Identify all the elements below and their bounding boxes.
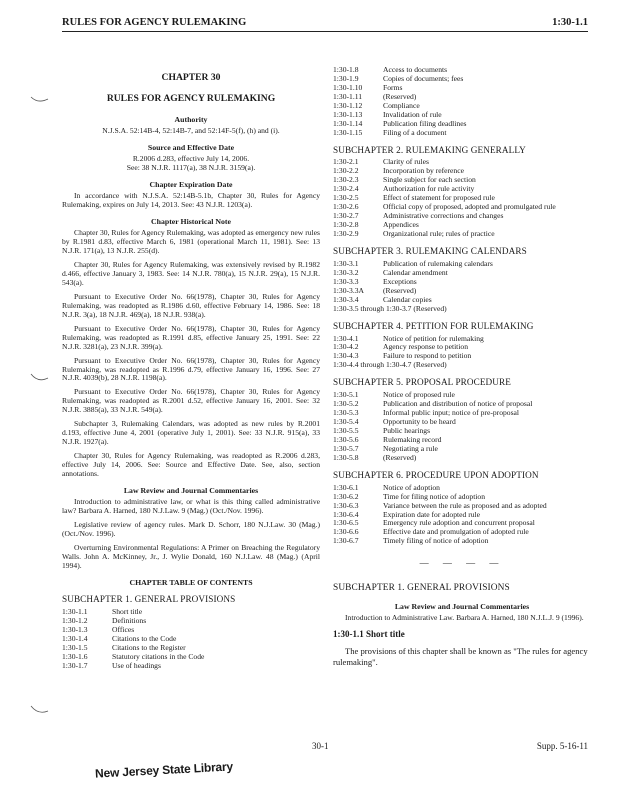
running-header — [62, 12, 588, 28]
toc-entry — [333, 519, 591, 528]
toc-subchapter-title: SUBCHAPTER 1. GENERAL PROVISIONS — [62, 594, 236, 605]
toc-entry-title: Effect of statement for proposed rule — [383, 194, 495, 203]
history-note: Pursuant to Executive Order No. 66(1978), Chapter 30, Rules for Agency Rulemaking, was readopted as R.1986 d.60, effective February 14, 1986. See: 18 N.J.R. 3(a), 18 N.J.R. 469(a), 18 N.J.R. 938(a). — [62, 291, 320, 319]
page-number: 30-1 — [312, 741, 329, 751]
toc-entry-number: 1:30-1.7 — [62, 660, 88, 670]
toc-entry-title: Official copy of proposed, adopted and promulgated rule — [383, 203, 556, 212]
toc-entry — [62, 662, 320, 671]
toc-entry-number: 1:30-6.5 — [333, 518, 359, 528]
toc-entry-number: 1:30-3.2 — [333, 267, 359, 277]
toc-entry-number: 1:30-4.2 — [333, 342, 359, 352]
toc-entry-number: 1:30-3.3 — [333, 276, 359, 286]
toc-entry-title: (Reserved) — [383, 286, 417, 295]
toc-subchapter-title: SUBCHAPTER 5. PROPOSAL PROCEDURE — [333, 377, 511, 388]
body-review-entry: Introduction to Administrative Law. Barbara A. Harned, 180 N.J.L.J. 9 (1996). — [345, 613, 584, 623]
toc-entry-title: Effective date and promulgation of adopted rule — [383, 528, 529, 537]
toc-entry-number: 1:30-1.2 — [62, 615, 88, 625]
section-text: The provisions of this chapter shall be known as "The rules for agency rulemaking". — [333, 645, 588, 667]
history-note: Pursuant to Executive Order No. 66(1978), Chapter 30, Rules for Agency Rulemaking, was readopted as R.1991 d.85, effective January 25, 1991. See: 22 N.J.R. 3281(a), 23 N.J.R. 399(a). — [62, 323, 320, 351]
toc-entry — [62, 608, 320, 617]
margin-mark — [30, 703, 50, 717]
toc-list — [333, 260, 591, 305]
toc-entry — [333, 493, 591, 502]
toc-entry-title: Notice of adoption — [383, 483, 440, 492]
toc-entry-number: 1:30-6.3 — [333, 500, 359, 510]
toc-entry — [333, 212, 591, 221]
header-section-number: 1:30-1.1 — [552, 17, 588, 28]
chapter-number: CHAPTER 30 — [161, 72, 221, 83]
toc-entry-title: Exceptions — [383, 277, 417, 286]
toc-entry — [333, 427, 591, 436]
toc-entry-title: Access to documents — [383, 66, 448, 74]
toc-entry — [333, 203, 591, 212]
source-citation: See: 38 N.J.R. 1117(a), 38 N.J.R. 3159(a). — [126, 162, 256, 172]
margin-mark — [30, 93, 50, 107]
toc-entry-title: Notice of proposed rule — [383, 391, 455, 400]
toc-entry-number: 1:30-2.8 — [333, 220, 359, 230]
history-note: Chapter 30, Rules for Agency Rulemaking, was readopted as R.2006 d.283, effective July 14, 2006. See: Source and Effective Date. See, also, section annotations. — [62, 451, 320, 479]
review-heading: Law Review and Journal Commentaries — [123, 486, 259, 496]
toc-entry-title: Publication of rulemaking calendars — [383, 259, 493, 268]
toc-entry — [333, 502, 591, 511]
toc-subchapter-title: SUBCHAPTER 3. RULEMAKING CALENDARS — [333, 246, 527, 257]
toc-entry-number: 1:30-6.6 — [333, 527, 359, 537]
toc-entry-title: Negotiating a rule — [383, 444, 438, 453]
toc-entry — [333, 120, 591, 129]
toc-entry-number: 1:30-6.4 — [333, 509, 359, 519]
toc-entry — [333, 511, 591, 520]
supplement-date: Supp. 5-16-11 — [536, 741, 588, 751]
toc-entry-number: 1:30-1.5 — [62, 642, 88, 652]
toc-entry-number: 1:30-1.4 — [62, 633, 88, 643]
toc-entry-title: Informal public input; notice of pre-proposal — [383, 409, 520, 418]
toc-entry — [62, 626, 320, 635]
toc-entry-number: 1:30-1.14 — [333, 118, 363, 128]
review-entry: Introduction to administrative law, or what is this thing called administrative law? Barbara A. Harned, 180 N.J.Law. 9 (Mag.) (Oct./Nov. 1996). — [62, 497, 320, 516]
toc-entry — [333, 260, 591, 269]
toc-entry — [333, 221, 591, 230]
toc-entry-title: Publication filing deadlines — [383, 119, 467, 128]
body-review-heading: Law Review and Journal Commentaries — [394, 602, 530, 612]
body-subchapter-title: SUBCHAPTER 1. GENERAL PROVISIONS — [333, 582, 510, 593]
history-note: Subchapter 3, Rulemaking Calendars, was adopted as new rules by R.2001 d.193, effective June 4, 2001 (operative July 1, 2001). See: 33 N.J.R. 915(a), 33 N.J.R. 1927(a). — [62, 419, 320, 447]
toc-list — [333, 158, 591, 239]
toc-entry-title: Short title — [112, 607, 143, 616]
history-note: Pursuant to Executive Order No. 66(1978), Chapter 30, Rules for Agency Rulemaking, was readopted as R.2001 d.52, effective January 16, 2001. See: 32 N.J.R. 3885(a), 33 N.J.R. 549(a). — [62, 387, 320, 415]
toc-entry-number: 1:30-2.1 — [333, 157, 359, 167]
toc-entry-number: 1:30-5.8 — [333, 452, 359, 462]
toc-subchapter-title: SUBCHAPTER 6. PROCEDURE UPON ADOPTION — [333, 469, 539, 480]
toc-entry-title: Appendices — [383, 221, 419, 230]
margin-mark — [30, 371, 50, 385]
toc-entry-title: Incorporation by reference — [383, 167, 464, 176]
toc-entry — [333, 102, 591, 111]
toc-entry — [333, 400, 591, 409]
toc-entry-title: Citations to the Register — [112, 643, 186, 652]
toc-list — [333, 66, 591, 138]
header-title: RULES FOR AGENCY RULEMAKING — [62, 17, 247, 28]
authority-text: N.J.S.A. 52:14B-4, 52:14B-7, and 52:14F-5(f), (h) and (i). — [102, 125, 280, 135]
toc-entry-number: 1:30-2.6 — [333, 202, 359, 212]
toc-entry-number: 1:30-2.7 — [333, 211, 359, 221]
toc-entry-title: Opportunity to be heard — [383, 418, 456, 427]
review-entry: Legislative review of agency rules. Mark D. Schorr, 180 N.J.Law. 30 (Mag.) (Oct./Nov. 1996). — [62, 520, 320, 539]
toc-heading: CHAPTER TABLE OF CONTENTS — [129, 577, 253, 587]
toc-entry — [333, 278, 591, 287]
chapter-title: RULES FOR AGENCY RULEMAKING — [106, 93, 276, 105]
toc-entry-number: 1:30-5.2 — [333, 399, 359, 409]
toc-entry-title: Citations to the Code — [112, 634, 177, 643]
toc-entry-number: 1:30-1.9 — [333, 73, 359, 83]
toc-list — [62, 608, 320, 671]
toc-entry — [333, 484, 591, 493]
expiration-heading: Chapter Expiration Date — [149, 179, 233, 189]
toc-entry — [333, 436, 591, 445]
toc-entry-title: Administrative corrections and changes — [383, 212, 504, 221]
toc-list — [333, 484, 591, 547]
toc-entry-title: Publication and distribution of notice of proposal — [383, 400, 533, 409]
toc-entry-number: 1:30-2.9 — [333, 229, 359, 239]
right-column — [333, 66, 591, 672]
review-entry: Overturning Environmental Regulations: A Primer on Breaching the Regulatory Walls. John A. McKinney, Jr., J. Wylie Donald, 160 N.J.Law. 48 (Mag.) (April 1994). — [62, 543, 320, 570]
library-stamp: New Jersey State Library — [94, 759, 234, 781]
header-rule — [62, 31, 588, 32]
toc-entry-number: 1:30-3.4 — [333, 294, 359, 304]
toc-entry — [333, 409, 591, 418]
toc-entry-title: Clarity of rules — [383, 158, 429, 167]
toc-entry-number: 1:30-5.7 — [333, 443, 359, 453]
toc-entry-title: Organizational rule; rules of practice — [383, 230, 495, 239]
toc-entry-title: Copies of documents; fees — [383, 74, 464, 83]
section-separator: — — — — — [419, 558, 505, 569]
toc-entry — [333, 537, 591, 546]
toc-entry-number: 1:30-1.1 — [62, 606, 88, 616]
toc-entry — [333, 75, 591, 84]
toc-entry-title: Time for filing notice of adoption — [383, 492, 486, 501]
toc-entry-title: Rulemaking record — [383, 435, 442, 444]
toc-entry — [333, 185, 591, 194]
toc-entry-number: 1:30-5.6 — [333, 434, 359, 444]
toc-entry-number: 1:30-1.8 — [333, 65, 359, 74]
toc-entry-number: 1:30-1.3 — [62, 624, 88, 634]
history-note: Chapter 30, Rules for Agency Rulemaking, was adopted as emergency new rules by R.1981 d.83, effective March 6, 1981 (operational March 11, 1981). See: 13 N.J.R. 171(a), 13 N.J.R. 255(d). — [62, 228, 320, 256]
toc-entry-number: 1:30-3.3A — [333, 285, 365, 295]
toc-entry-number: 1:30-5.3 — [333, 408, 359, 418]
toc-entry-number: 1:30-5.4 — [333, 417, 359, 427]
toc-entry-title: Definitions — [112, 616, 147, 625]
toc-entry-number: 1:30-1.13 — [333, 109, 363, 119]
toc-entry — [333, 335, 591, 344]
toc-entry-title: Use of headings — [112, 661, 161, 670]
toc-entry-number: 1:30-3.1 — [333, 258, 359, 268]
toc-entry — [333, 66, 591, 75]
toc-entry-title: Calendar amendment — [383, 268, 448, 277]
toc-entry-number: 1:30-2.4 — [333, 184, 359, 194]
toc-entry-number: 1:30-6.2 — [333, 491, 359, 501]
toc-entry — [333, 167, 591, 176]
history-note: Pursuant to Executive Order No. 66(1978), Chapter 30, Rules for Agency Rulemaking, was readopted as R.1996 d.79, effective January 16, 1996. See: 27 N.J.R. 4039(b), 28 N.J.R. 1198(a). — [62, 355, 320, 383]
toc-entry-number: 1:30-6.7 — [333, 536, 359, 546]
toc-entry-title: Agency response to petition — [383, 343, 468, 352]
toc-entry-title: Notice of petition for rulemaking — [383, 334, 484, 343]
toc-entry — [333, 269, 591, 278]
toc-entry — [333, 176, 591, 185]
history-heading: Chapter Historical Note — [151, 216, 231, 226]
toc-entry-title: Invalidation of rule — [383, 110, 442, 119]
toc-range-entry: 1:30-3.5 through 1:30-3.7 (Reserved) — [333, 303, 447, 313]
toc-entry — [62, 635, 320, 644]
toc-subchapter-title: SUBCHAPTER 4. PETITION FOR RULEMAKING — [333, 320, 534, 331]
toc-entry — [62, 617, 320, 626]
toc-entry — [333, 158, 591, 167]
toc-entry — [333, 129, 591, 138]
toc-entry-number: 1:30-2.3 — [333, 175, 359, 185]
toc-entry-number: 1:30-4.3 — [333, 351, 359, 361]
left-column — [62, 70, 320, 671]
toc-entry — [333, 445, 591, 454]
section-heading: 1:30-1.1 Short title — [333, 629, 405, 640]
toc-entry-title: Compliance — [383, 101, 420, 110]
toc-entry-title: Expiration date for adopted rule — [383, 510, 480, 519]
toc-entry — [333, 391, 591, 400]
toc-entry — [333, 194, 591, 203]
toc-entry-title: Failure to respond to petition — [383, 352, 472, 361]
toc-entry-title: Offices — [112, 625, 135, 634]
toc-entry-number: 1:30-2.2 — [333, 166, 359, 176]
toc-entry-number: 1:30-1.15 — [333, 127, 363, 137]
toc-entry — [333, 454, 591, 463]
toc-subchapter-title: SUBCHAPTER 2. RULEMAKING GENERALLY — [333, 144, 526, 155]
toc-entry-number: 1:30-5.1 — [333, 390, 359, 400]
toc-entry — [62, 644, 320, 653]
toc-entry — [333, 418, 591, 427]
toc-entry-title: Emergency rule adoption and concurrent proposal — [383, 519, 535, 528]
toc-entry — [333, 111, 591, 120]
toc-entry-number: 1:30-5.5 — [333, 425, 359, 435]
toc-entry — [333, 528, 591, 537]
toc-entry-number: 1:30-1.11 — [333, 91, 363, 101]
toc-entry-title: Statutory citations in the Code — [112, 652, 205, 661]
toc-list — [333, 391, 591, 463]
toc-entry-number: 1:30-6.1 — [333, 482, 359, 492]
source-text: R.2006 d.283, effective July 14, 2006. — [132, 153, 250, 163]
toc-entry-title: Authorization for rule activity — [383, 185, 475, 194]
toc-entry-number: 1:30-1.10 — [333, 82, 363, 92]
toc-list — [333, 335, 591, 362]
toc-entry — [333, 343, 591, 352]
toc-entry-title: Public hearings — [383, 426, 431, 435]
page-footer — [62, 741, 588, 755]
source-heading: Source and Effective Date — [147, 142, 235, 152]
toc-entry-title: Filing of a document — [383, 128, 447, 137]
authority-heading: Authority — [174, 114, 208, 124]
expiration-text: In accordance with N.J.S.A. 52:14B-5.1b, Chapter 30, Rules for Agency Rulemaking, expires on July 14, 2013. See: 43 N.J.R. 1203(a). — [62, 191, 320, 209]
toc-entry-title: Calendar copies — [383, 295, 432, 304]
toc-entry-title: Variance between the rule as proposed and as adopted — [383, 501, 547, 510]
toc-entry-title: Forms — [383, 83, 403, 92]
toc-entry-number: 1:30-2.5 — [333, 193, 359, 203]
toc-entry — [333, 93, 591, 102]
history-note: Chapter 30, Rules for Agency Rulemaking, was extensively revised by R.1982 d.466, effective January 3, 1983. See: 14 N.J.R. 780(a), 15 N.J.R. 29(a), 15 N.J.R. 543(a). — [62, 260, 320, 287]
toc-entry-title: Single subject for each section — [383, 176, 476, 185]
toc-entry-title: (Reserved) — [383, 92, 417, 101]
toc-entry — [333, 84, 591, 93]
toc-entry-number: 1:30-4.1 — [333, 333, 359, 343]
toc-entry-title: (Reserved) — [383, 453, 417, 462]
toc-entry — [333, 287, 591, 296]
toc-entry — [333, 230, 591, 239]
toc-entry — [62, 653, 320, 662]
toc-range-entry: 1:30-4.4 through 1:30-4.7 (Reserved) — [333, 360, 447, 370]
toc-entry-number: 1:30-1.12 — [333, 100, 363, 110]
toc-entry-number: 1:30-1.6 — [62, 651, 88, 661]
toc-entry-title: Timely filing of notice of adoption — [383, 537, 489, 546]
